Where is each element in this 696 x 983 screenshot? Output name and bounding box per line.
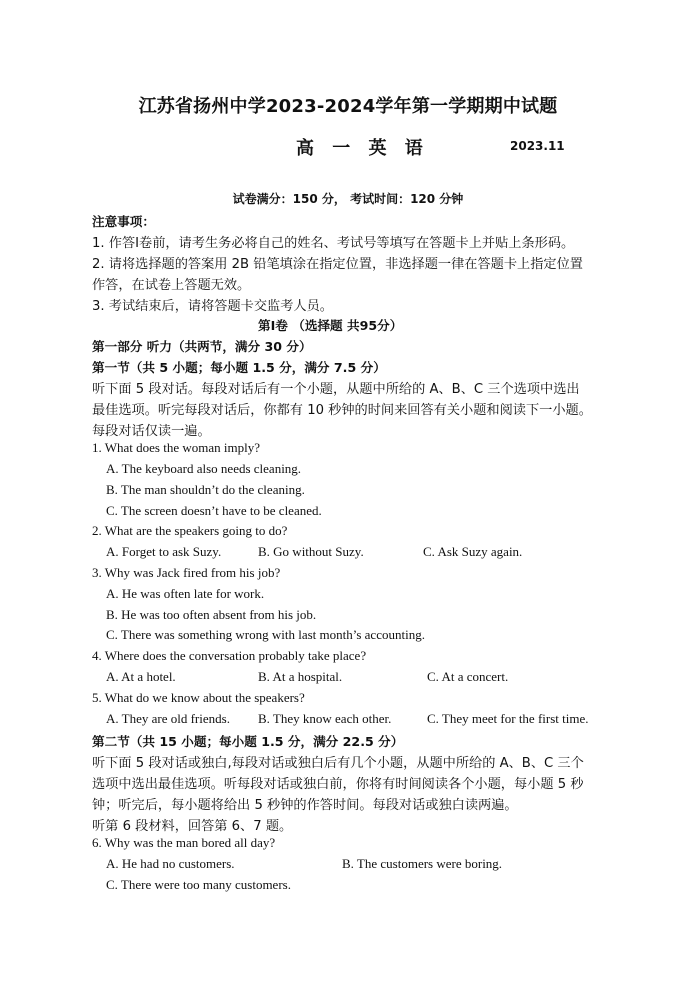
question-6: 6. Why was the man bored all day? [92, 835, 276, 850]
q1-option-a: A. The keyboard also needs cleaning. [106, 461, 302, 476]
question-3: 3. Why was Jack fired from his job? [92, 565, 281, 580]
part1-heading: 第一部分 听力（共两节，满分 30 分） [92, 339, 312, 354]
note-item-3: 3. 考试结束后，请将答题卡交监考人员。 [92, 299, 333, 314]
notes-heading: 注意事项： [92, 214, 155, 229]
q1-option-b: B. The man shouldn’t do the cleaning. [106, 482, 305, 497]
subject-heading: 高 一 英 语 [296, 138, 429, 159]
question-2: 2. What are the speakers going to do? [92, 523, 288, 538]
q1-option-c: C. The screen doesn’t have to be cleaned. [106, 503, 322, 518]
q5-option-c: C. They meet for the first time. [427, 711, 589, 726]
q3-option-a: A. He was often late for work. [106, 586, 265, 601]
exam-meta: 试卷满分：150 分， 考试时间：120 分钟 [232, 192, 464, 206]
q4-option-b: B. At a hospital. [258, 669, 343, 684]
q5-option-b: B. They know each other. [258, 711, 392, 726]
section1-instructions: 听下面 5 段对话。每段对话后有一个小题，从题中所给的 A、B、C 三个选项中选出 [92, 382, 580, 397]
section1-instructions-2: 最佳选项。听完每段对话后，你都有 10 秒钟的时间来回答有关小题和阅读下一小题。 [92, 403, 592, 418]
exam-title: 江苏省扬州中学2023-2024学年第一学期期中试题 [138, 96, 558, 117]
q6-option-c: C. There were too many customers. [106, 877, 291, 892]
section2-instructions: 听下面 5 段对话或独白,每段对话或独白后有几个小题，从题中所给的 A、B、C 三个 [92, 756, 584, 771]
note-item-2-cont: 作答，在试卷上答题无效。 [92, 278, 251, 293]
q2-option-c: C. Ask Suzy again. [423, 544, 523, 559]
question-1: 1. What does the woman imply? [92, 440, 261, 455]
q3-option-c: C. There was something wrong with last month’s accounting. [106, 627, 425, 642]
section2-instructions-3: 钟；听完后，每小题将给出 5 秒钟的作答时间。每段对话或独白读两遍。 [92, 798, 518, 813]
volume-heading: 第Ⅰ卷 （选择题 共95分） [258, 318, 403, 333]
exam-date: 2023.11 [510, 139, 565, 153]
question-5: 5. What do we know about the speakers? [92, 690, 305, 705]
q2-option-a: A. Forget to ask Suzy. [106, 544, 222, 559]
q6-option-b: B. The customers were boring. [342, 856, 503, 871]
q3-option-b: B. He was too often absent from his job. [106, 607, 317, 622]
section1-instructions-3: 每段对话仅读一遍。 [92, 424, 211, 439]
section2-heading: 第二节（共 15 小题；每小题 1.5 分，满分 22.5 分） [92, 734, 404, 749]
note-item-2: 2. 请将选择题的答案用 2B 铅笔填涂在指定位置，非选择题一律在答题卡上指定位置 [92, 257, 583, 272]
q6-option-a: A. He had no customers. [106, 856, 235, 871]
note-item-1: 1. 作答Ⅰ卷前，请考生务必将自己的姓名、考试号等填写在答题卡上并贴上条形码。 [92, 236, 575, 251]
q5-option-a: A. They are old friends. [106, 711, 230, 726]
material-6-note: 听第 6 段材料，回答第 6、7 题。 [92, 819, 293, 834]
q2-option-b: B. Go without Suzy. [258, 544, 364, 559]
question-4: 4. Where does the conversation probably take place? [92, 648, 367, 663]
q4-option-a: A. At a hotel. [106, 669, 176, 684]
section2-instructions-2: 选项中选出最佳选项。听每段对话或独白前，你将有时间阅读各个小题，每小题 5 秒 [92, 777, 584, 792]
q4-option-c: C. At a concert. [427, 669, 509, 684]
section1-heading: 第一节（共 5 小题；每小题 1.5 分，满分 7.5 分） [92, 360, 386, 375]
